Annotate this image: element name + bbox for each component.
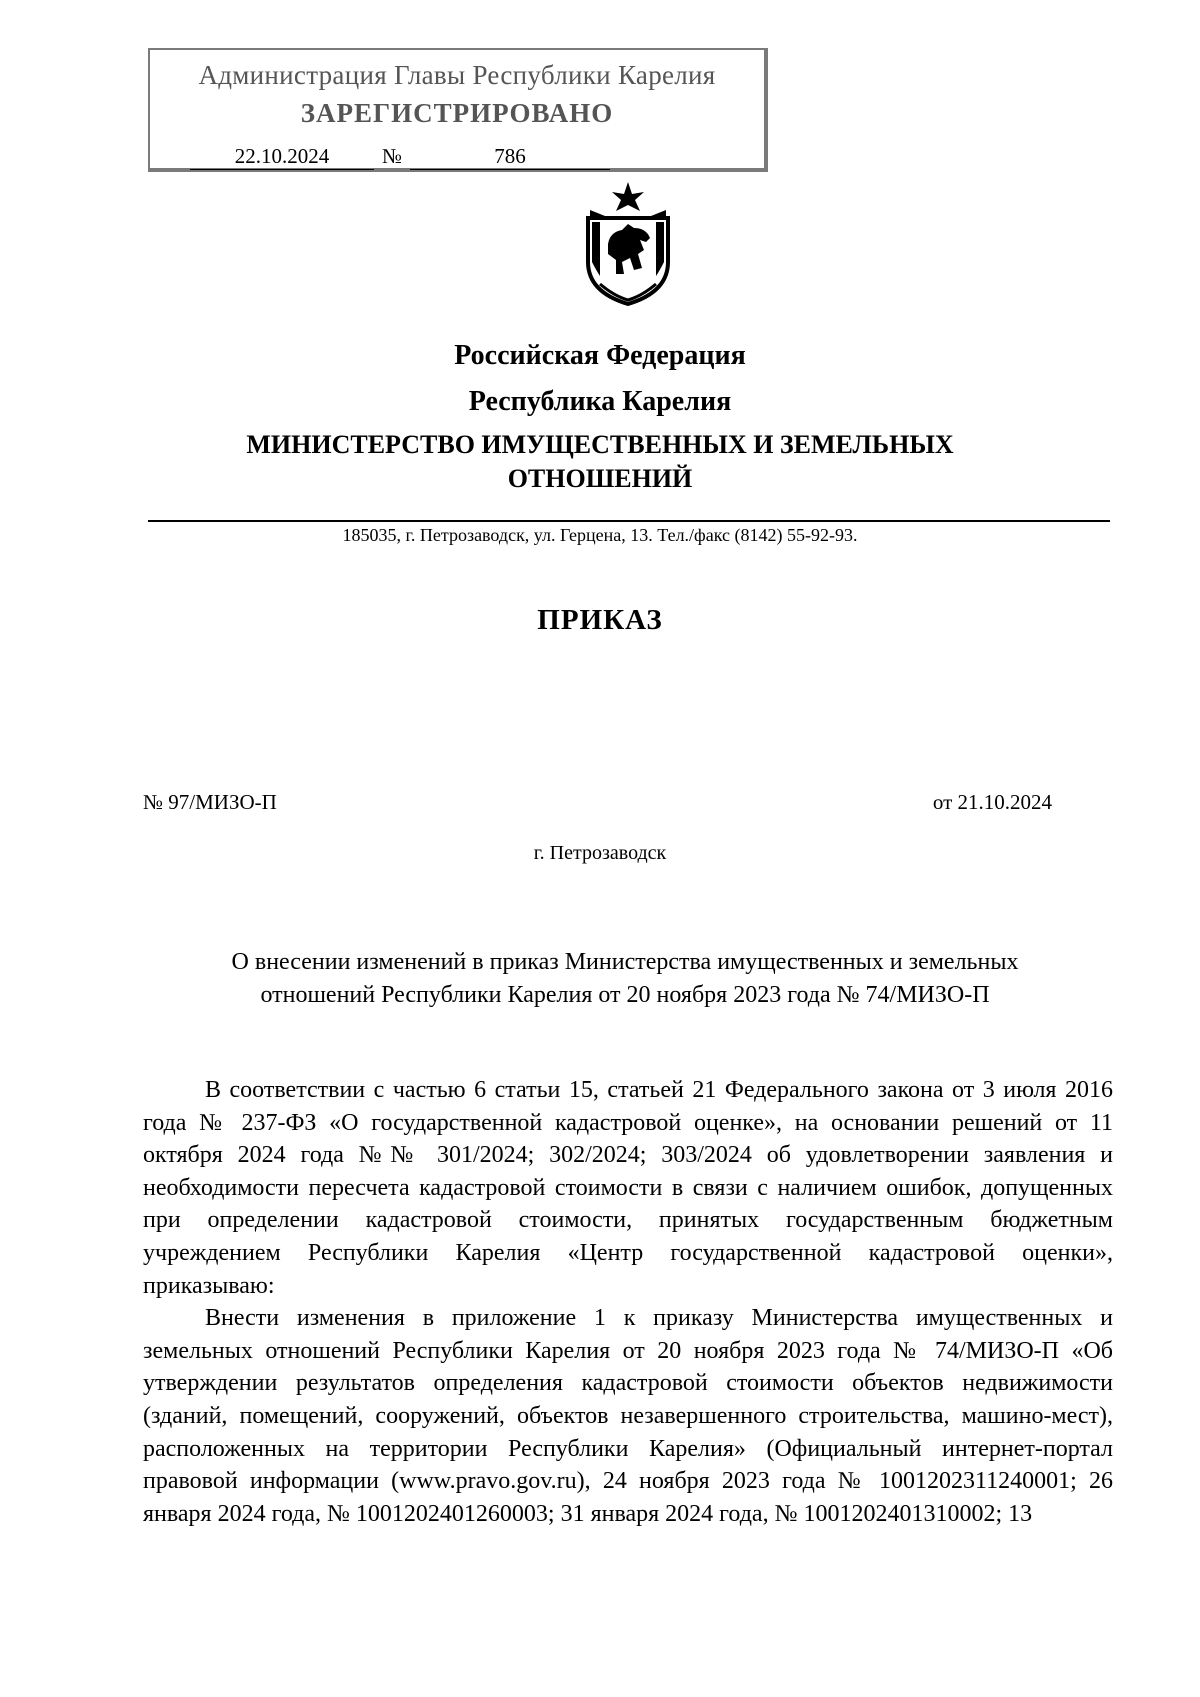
registration-stamp	[148, 48, 768, 172]
country-title: Российская Федерация	[454, 340, 746, 371]
ministry-title	[120, 428, 1080, 496]
stamp-number: 786	[410, 144, 610, 170]
stamp-organization: Администрация Главы Республики Карелия	[198, 60, 716, 90]
order-date: от 21.10.2024	[932, 790, 1052, 814]
karelia-coat-of-arms-icon	[574, 180, 682, 308]
document-title: ПРИКАЗ	[537, 604, 663, 636]
stamp-date: 22.10.2024	[190, 144, 374, 170]
order-subject-line2: отношений Республики Карелия от 20 ноября 2023 года № 74/МИЗО-П	[260, 982, 990, 1008]
order-body	[143, 1074, 1113, 1530]
ministry-title-line2: ОТНОШЕНИЙ	[507, 464, 693, 493]
order-number: № 97/МИЗО-П	[143, 790, 277, 814]
stamp-number-sign: №	[382, 144, 403, 168]
ministry-address: 185035, г. Петрозаводск, ул. Герцена, 13. Тел./факс (8142) 55-92-93.	[342, 525, 858, 545]
order-subject	[150, 946, 1100, 1012]
header-divider	[148, 520, 1110, 522]
stamp-status: ЗАРЕГИСТРИРОВАНО	[300, 98, 614, 128]
order-paragraph-1: В соответствии с частью 6 статьи 15, статьей 21 Федерального закона от 3 июля 2016 года № 237-ФЗ «О государственной кадастровой оценке», на основании решений от 11 октября 2024 года №№ 301/2024; 302/2024; 303/2024 об удовлетворении заявления и необходимости пересчета кадастровой стоимости в связи с наличием ошибок, допущенных при определении кадастровой стоимости, принятых государственным бюджетным учреждением Республики Карелия «Центр государственной кадастровой оценки», приказываю:	[143, 1077, 1113, 1299]
order-city: г. Петрозаводск	[533, 842, 667, 864]
order-subject-line1: О внесении изменений в приказ Министерства имущественных и земельных	[231, 949, 1019, 975]
ministry-title-line1: МИНИСТЕРСТВО ИМУЩЕСТВЕННЫХ И ЗЕМЕЛЬНЫХ	[246, 430, 954, 459]
order-paragraph-2: Внести изменения в приложение 1 к приказу Министерства имущественных и земельных отношений Республики Карелия от 20 ноября 2023 года № 74/МИЗО-П «Об утверждении результатов определения кадастровой стоимости объектов недвижимости (зданий, помещений, сооружений, объектов незавершенного строительства, машино-мест), расположенных на территории Республики Карелия» (Официальный интернет-портал правовой информации (www.pravo.gov.ru), 24 ноября 2023 года № 1001202311240001; 26 января 2024 года, № 1001202401260003; 31 января 2024 года, № 1001202401310002; 13	[143, 1305, 1113, 1527]
republic-title: Республика Карелия	[468, 386, 732, 417]
